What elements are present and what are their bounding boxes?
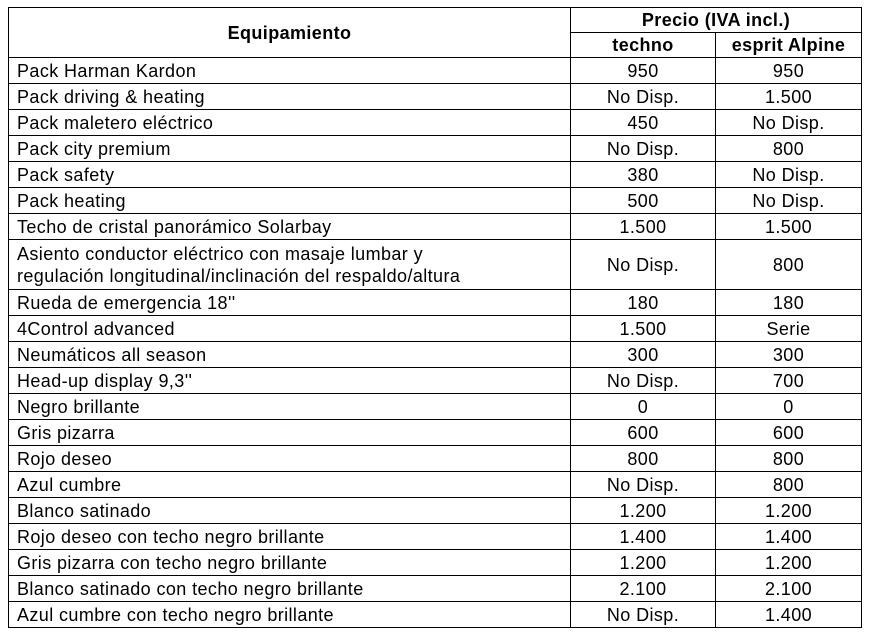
equipment-name: Blanco satinado bbox=[9, 498, 571, 524]
esprit-price: No Disp. bbox=[716, 110, 862, 136]
table-row bbox=[9, 214, 862, 240]
table-row bbox=[9, 368, 862, 394]
equipment-name: 4Control advanced bbox=[9, 316, 571, 342]
techno-price: 0 bbox=[571, 394, 716, 420]
equipment-name: Blanco satinado con techo negro brillante bbox=[9, 576, 571, 602]
equipment-name: Gris pizarra con techo negro brillante bbox=[9, 550, 571, 576]
equipment-name: Rojo deseo con techo negro brillante bbox=[9, 524, 571, 550]
esprit-price: Serie bbox=[716, 316, 862, 342]
table-row bbox=[9, 58, 862, 84]
esprit-price: 0 bbox=[716, 394, 862, 420]
table-row bbox=[9, 162, 862, 188]
esprit-price: No Disp. bbox=[716, 162, 862, 188]
esprit-price: 300 bbox=[716, 342, 862, 368]
price-group-header: Precio (IVA incl.) bbox=[571, 8, 862, 33]
techno-price: 1.200 bbox=[571, 498, 716, 524]
table-row bbox=[9, 472, 862, 498]
techno-price: 450 bbox=[571, 110, 716, 136]
price-table bbox=[8, 7, 862, 628]
techno-header: techno bbox=[571, 33, 716, 58]
equipment-name: Pack safety bbox=[9, 162, 571, 188]
table-row bbox=[9, 498, 862, 524]
table-row bbox=[9, 420, 862, 446]
equipment-name: Rueda de emergencia 18'' bbox=[9, 290, 571, 316]
esprit-price: 2.100 bbox=[716, 576, 862, 602]
table-body bbox=[9, 58, 862, 628]
table-row bbox=[9, 342, 862, 368]
table-row bbox=[9, 188, 862, 214]
equipment-name: Head-up display 9,3'' bbox=[9, 368, 571, 394]
equipment-name: Rojo deseo bbox=[9, 446, 571, 472]
esprit-price: 800 bbox=[716, 446, 862, 472]
techno-price: 2.100 bbox=[571, 576, 716, 602]
esprit-price: 800 bbox=[716, 472, 862, 498]
esprit-price: 800 bbox=[716, 240, 862, 290]
esprit-price: 1.200 bbox=[716, 550, 862, 576]
techno-price: 500 bbox=[571, 188, 716, 214]
table-row bbox=[9, 576, 862, 602]
equipment-name: Gris pizarra bbox=[9, 420, 571, 446]
table-row bbox=[9, 316, 862, 342]
header-row-top bbox=[9, 8, 862, 33]
equipment-name: Negro brillante bbox=[9, 394, 571, 420]
esprit-price: 800 bbox=[716, 136, 862, 162]
esprit-price: 700 bbox=[716, 368, 862, 394]
esprit-price: 1.400 bbox=[716, 602, 862, 628]
equipment-name: Neumáticos all season bbox=[9, 342, 571, 368]
esprit-price: 180 bbox=[716, 290, 862, 316]
equipment-name: Pack maletero eléctrico bbox=[9, 110, 571, 136]
table-row bbox=[9, 110, 862, 136]
esprit-price: 1.500 bbox=[716, 214, 862, 240]
techno-price: No Disp. bbox=[571, 84, 716, 110]
techno-price: 1.400 bbox=[571, 524, 716, 550]
table-header bbox=[9, 8, 862, 58]
equipment-name: Techo de cristal panorámico Solarbay bbox=[9, 214, 571, 240]
equipment-name: Pack heating bbox=[9, 188, 571, 214]
table-row bbox=[9, 524, 862, 550]
table-row bbox=[9, 394, 862, 420]
table-row bbox=[9, 84, 862, 110]
techno-price: 300 bbox=[571, 342, 716, 368]
techno-price: 1.500 bbox=[571, 214, 716, 240]
equipment-name: Pack driving & heating bbox=[9, 84, 571, 110]
esprit-price: 1.200 bbox=[716, 498, 862, 524]
equipment-name: Pack Harman Kardon bbox=[9, 58, 571, 84]
table-row bbox=[9, 290, 862, 316]
techno-price: No Disp. bbox=[571, 136, 716, 162]
equipment-name-line-1: Asiento conductor eléctrico con masaje lumbar y bbox=[17, 243, 423, 264]
equipment-name: Azul cumbre con techo negro brillante bbox=[9, 602, 571, 628]
equipment-name: Azul cumbre bbox=[9, 472, 571, 498]
table-row bbox=[9, 550, 862, 576]
techno-price: 950 bbox=[571, 58, 716, 84]
equipment-name bbox=[9, 240, 571, 290]
techno-price: 380 bbox=[571, 162, 716, 188]
table-row bbox=[9, 240, 862, 290]
techno-price: 1.200 bbox=[571, 550, 716, 576]
esprit-price: 950 bbox=[716, 58, 862, 84]
equipment-header: Equipamiento bbox=[9, 8, 571, 58]
table-row bbox=[9, 446, 862, 472]
esprit-price: 1.500 bbox=[716, 84, 862, 110]
techno-price: 180 bbox=[571, 290, 716, 316]
esprit-alpine-header: esprit Alpine bbox=[716, 33, 862, 58]
esprit-price: 600 bbox=[716, 420, 862, 446]
esprit-price: No Disp. bbox=[716, 188, 862, 214]
techno-price: 1.500 bbox=[571, 316, 716, 342]
techno-price: 600 bbox=[571, 420, 716, 446]
table-row bbox=[9, 602, 862, 628]
esprit-price: 1.400 bbox=[716, 524, 862, 550]
techno-price: No Disp. bbox=[571, 240, 716, 290]
techno-price: No Disp. bbox=[571, 602, 716, 628]
equipment-name-line-2: regulación longitudinal/inclinación del respaldo/altura bbox=[17, 265, 461, 286]
techno-price: No Disp. bbox=[571, 472, 716, 498]
table-row bbox=[9, 136, 862, 162]
techno-price: 800 bbox=[571, 446, 716, 472]
equipment-name: Pack city premium bbox=[9, 136, 571, 162]
techno-price: No Disp. bbox=[571, 368, 716, 394]
